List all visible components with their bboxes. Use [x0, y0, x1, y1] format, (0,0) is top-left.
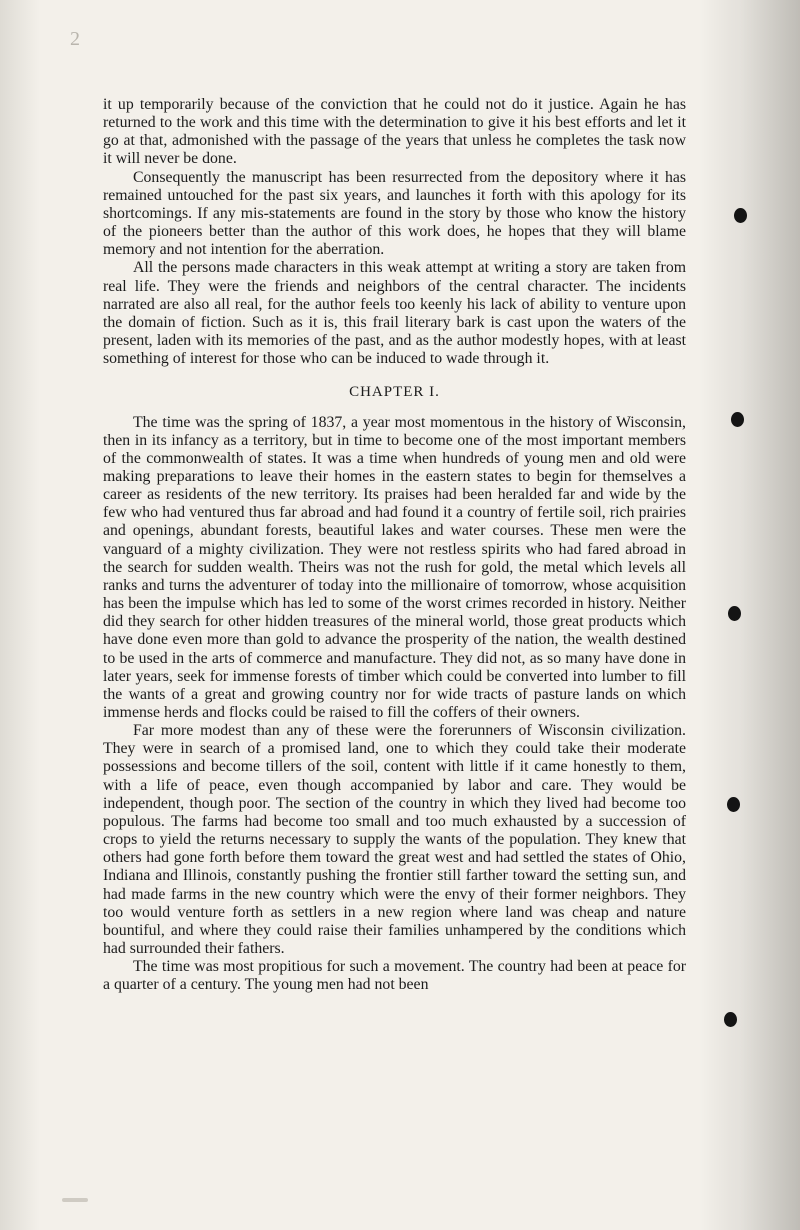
page-number: 2	[70, 28, 80, 50]
chapter-heading: CHAPTER I.	[349, 384, 440, 401]
body-text	[103, 96, 686, 995]
paragraph-intro-2: Consequently the manuscript has been resurrected from the depository where it has remained untouched for the past six years, and launches it forth with this apology for its shortcomings. If any mis-statements are found in the story by those who know the history of the pioneers better than the author of this work does, he hopes that they will blame memory and not intention for the aberration.	[103, 168, 686, 259]
scan-smudge	[62, 1198, 88, 1202]
binding-hole-1	[734, 208, 747, 223]
binding-hole-5	[724, 1012, 737, 1027]
page-edge-shadow	[700, 0, 800, 1230]
binding-hole-3	[728, 606, 741, 621]
binding-hole-4	[727, 797, 740, 812]
paragraph-chapter-3: The time was most propitious for such a movement. The country had been at peace for a quarter of a century. The young men had not been	[103, 958, 686, 994]
paragraph-chapter-2: Far more modest than any of these were the forerunners of Wisconsin civilization. They were in search of a promised land, one to which they could take their moderate possessions and become tillers of the soil, content with little if it came honestly to them, with a life of peace, even though accompanied by labor and care. They would be independent, though poor. The section of the country in which they lived had become too populous. The farms had become too small and too much exhausted by a succession of crops to yield the returns necessary to supply the wants of the population. They knew that others had gone forth before them toward the great west and had settled the states of Ohio, Indiana and Illinois, constantly pushing the frontier still farther toward the setting sun, and had made farms in the new country which were the envy of their former neighbors. They too would venture forth as settlers in a new region where land was cheap and nature bountiful, and where they could raise their families unhampered by the conditions which had surrounded their fathers.	[103, 722, 686, 958]
paragraph-intro-3: All the persons made characters in this weak attempt at writing a story are taken from real life. They were the friends and neighbors of the central character. The incidents narrated are also all real, for the author feels too keenly his lack of ability to venture upon the domain of fiction. Such as it is, this frail literary bark is cast upon the waters of the present, laden with its memories of the past, and as the author modestly hopes, with at least something of interest for those who can be induced to wade through it.	[103, 259, 686, 368]
paragraph-intro-1: it up temporarily because of the conviction that he could not do it justice. Again he has returned to the work and this time with the determination to give it his best efforts and let it go at that, admonished with the passage of the years that unless he completes the task now it will never be done.	[103, 96, 686, 168]
paragraph-chapter-1: The time was the spring of 1837, a year most momentous in the history of Wisconsin, then in its infancy as a territory, but in time to become one of the most important members of the commonwealth of states. It was a time when hundreds of young men and old were making preparations to leave their homes in the eastern states to begin for themselves a career as residents of the new territory. Its praises had been heralded far and wide by the few who had ventured thus far abroad and had found it a country of fertile soil, rich prairies and openings, abundant forests, beautiful lakes and water courses. These men were the vanguard of a mighty civilization. They were not restless spirits who had fared abroad in the search for sudden wealth. Theirs was not the rush for gold, the metal which levels all ranks and turns the adventurer of today into the millionaire of tomorrow, whose acquisition has been the impulse which has led to some of the worst crimes recorded in history. Neither did they search for other hidden treasures of the mineral world, those great products which have done even more than gold to advance the prosperity of the nation, the wealth destined to be used in the arts of commerce and manufacture. They did not, as so many have done in later years, seek for immense forests of timber which could be converted into lumber to fill the wants of a great and growing country nor for wide tracts of pasture lands on which immense herds and flocks could be raised to fill the coffers of their owners.	[103, 413, 686, 721]
binding-hole-2	[731, 412, 744, 427]
